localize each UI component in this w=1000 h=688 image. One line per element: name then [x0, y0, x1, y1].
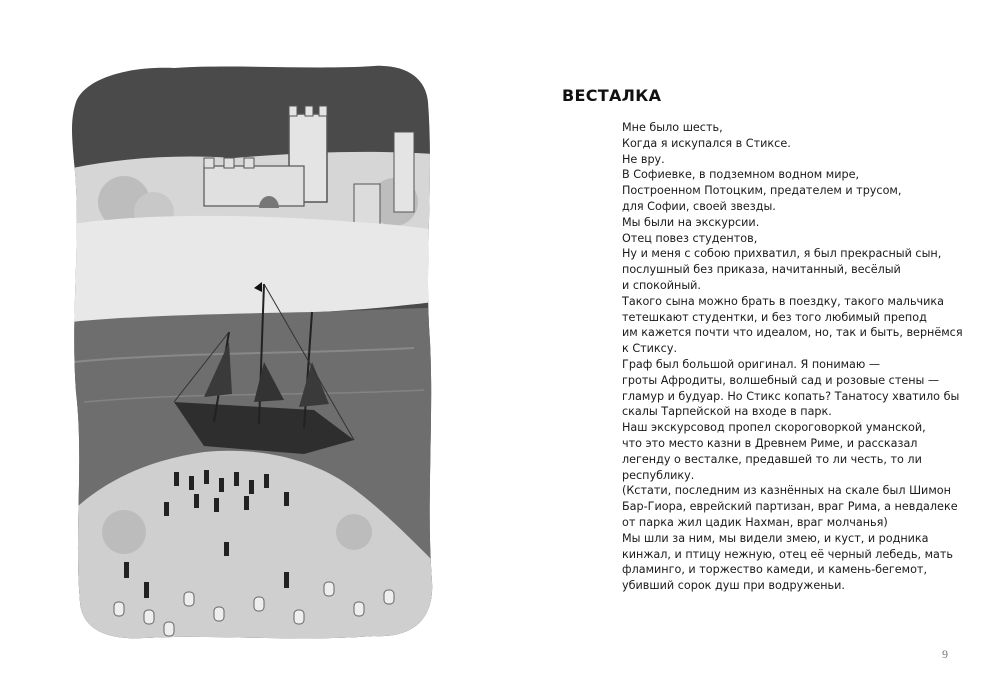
poem-line: скалы Тарпейской на входе в парк. — [622, 405, 832, 419]
poem-line: Наш экскурсовод пропел скороговоркой уманской, — [622, 421, 926, 435]
poem-line: убивший сорок душ при водруженьи. — [622, 579, 845, 593]
poem-line: Отец повез студентов, — [622, 231, 758, 245]
poem-line: фламинго, и торжество камеди, и камень-бегемот, — [622, 563, 928, 577]
poem-line: гламур и будуар. Но Стикс копать? Танатосу хватило бы — [622, 389, 960, 403]
poem-line: республику. — [622, 468, 695, 482]
illustration-castle-ship-cliff — [54, 62, 434, 642]
poem-title: ВЕСТАЛКА — [562, 86, 662, 105]
poem-line: от парка жил цадик Нахман, враг молчанья) — [622, 515, 888, 529]
poem-line: Ну и меня с собою прихватил, я был прекрасный сын, — [622, 247, 942, 261]
poem-line: послушный без приказа, начитанный, весёлый — [622, 263, 901, 277]
poem-line: тетешкают студентки, и без того любимый препод — [622, 310, 927, 324]
poem-line: Мы были на экскурсии. — [622, 215, 760, 229]
poem-line: Бар-Гиора, еврейский партизан, враг Рима, а невдалеке — [622, 500, 958, 514]
poem-line: Не вру. — [622, 152, 665, 166]
poem-line: Построенном Потоцким, предателем и трусом, — [622, 184, 902, 198]
poem-line: Граф был большой оригинал. Я понимаю — — [622, 357, 881, 371]
poem-line: к Стиксу. — [622, 342, 677, 356]
poem-line: кинжал, и птицу нежную, отец её черный лебедь, мать — [622, 547, 953, 561]
poem-line: Когда я искупался в Стиксе. — [622, 136, 791, 150]
poem-line: легенду о весталке, предавшей то ли честь, то ли — [622, 452, 922, 466]
poem-line: гроты Афродиты, волшебный сад и розовые стены — — [622, 373, 940, 387]
poem-line: и спокойный. — [622, 278, 701, 292]
poem-line: (Кстати, последним из казнённых на скале был Шимон — [622, 484, 951, 498]
poem-line: В Софиевке, в подземном водном мире, — [622, 168, 860, 182]
page-number: 9 — [942, 647, 948, 661]
poem-line: Мне было шесть, — [622, 121, 723, 134]
poem-line: Мы шли за ним, мы видели змею, и куст, и родника — [622, 531, 929, 545]
poem-line: им кажется почти что идеалом, но, так и быть, вернёмся — [622, 326, 963, 340]
poem-body — [622, 120, 982, 594]
poem-line: что это место казни в Древнем Риме, и рассказал — [622, 436, 918, 450]
poem-line: для Софии, своей звезды. — [622, 199, 776, 213]
poem-line: Такого сына можно брать в поездку, такого мальчика — [622, 294, 945, 308]
